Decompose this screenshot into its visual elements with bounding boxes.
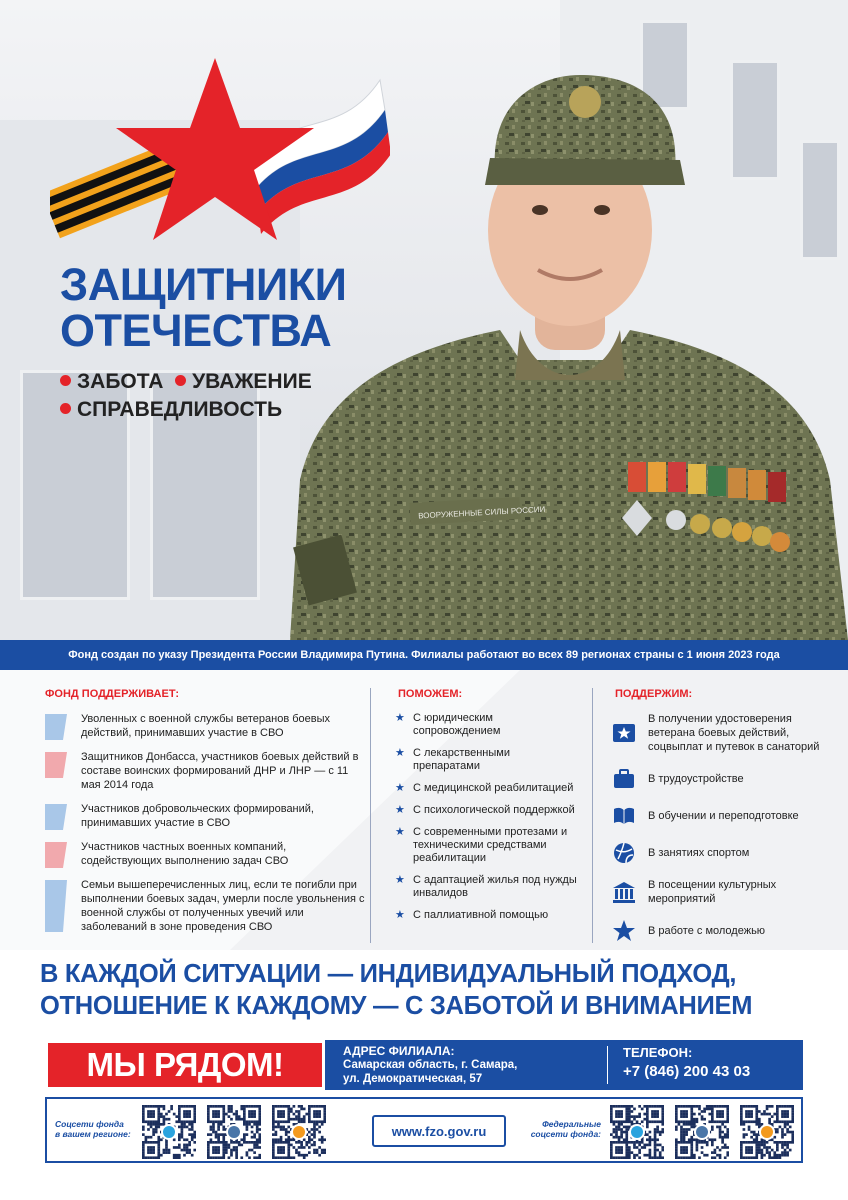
list-item <box>395 747 580 773</box>
star-bullet-icon: ★ <box>395 747 405 759</box>
social-bar <box>45 1097 803 1163</box>
qr-code-vk[interactable] <box>207 1105 261 1159</box>
caption-line: соцсети фонда: <box>530 1129 601 1139</box>
supports-list <box>45 712 365 944</box>
blue-marker-icon <box>45 880 67 932</box>
column-divider <box>592 688 593 943</box>
phone-label: ТЕЛЕФОН: <box>623 1045 693 1060</box>
website-link[interactable]: www.fzo.gov.ru <box>372 1115 506 1147</box>
list-item <box>395 826 580 865</box>
list-item-text: С адаптацией жилья под нужды инвалидов <box>413 874 577 899</box>
title-line: ЗАЩИТНИКИ <box>60 259 347 310</box>
list-item <box>612 767 822 791</box>
id-card-star-icon <box>612 721 636 745</box>
museum-icon <box>612 880 636 904</box>
qr-logo-icon <box>631 1126 643 1138</box>
list-item-text: В занятиях спортом <box>648 847 750 859</box>
list-item <box>45 840 365 868</box>
star-bullet-icon: ★ <box>395 712 405 724</box>
regional-social-caption <box>55 1119 131 1139</box>
value-item: СПРАВЕДЛИВОСТЬ <box>77 398 283 421</box>
value-item: УВАЖЕНИЕ <box>192 370 312 393</box>
list-item-text: В посещении культурных мероприятий <box>648 879 777 905</box>
slogan-line: В КАЖДОЙ СИТУАЦИИ — ИНДИВИДУАЛЬНЫЙ ПОДХОД, <box>40 960 737 988</box>
soldier-photo <box>280 60 848 640</box>
list-item-text: В получении удостоверения ветерана боевых действий, соцвыплат и путевок в санаторий <box>648 713 820 753</box>
qr-code-vk[interactable] <box>675 1105 729 1159</box>
address-label: АДРЕС ФИЛИАЛА: <box>343 1044 455 1058</box>
info-section <box>0 670 848 950</box>
briefcase-icon <box>612 767 636 791</box>
qr-logo-icon <box>293 1126 305 1138</box>
list-item-text: С медицинской реабилитацией <box>413 782 574 794</box>
list-item <box>612 919 822 943</box>
help-list <box>395 712 580 931</box>
slogan-line: ОТНОШЕНИЕ К КАЖДОМУ — С ЗАБОТОЙ И ВНИМАНИЕМ <box>40 992 753 1020</box>
caption-line: в вашем регионе: <box>55 1129 131 1139</box>
support-heading: ПОДДЕРЖИМ: <box>615 688 693 700</box>
help-heading: ПОМОЖЕМ: <box>398 688 463 700</box>
caption-line: Федеральные <box>542 1119 601 1129</box>
list-item-text: С современными протезами и техническими средствами реабилитации <box>413 826 568 864</box>
blue-marker-icon <box>45 714 67 740</box>
list-item-text: В трудоустройстве <box>648 773 744 785</box>
chest-patch-text: ВООРУЖЕННЫЕ СИЛЫ РОССИИ <box>417 504 546 521</box>
list-item-text: Участников частных военных компаний, содействующих выполнению задач СВО <box>81 841 289 867</box>
address-line: Самарская область, г. Самара, <box>343 1059 518 1071</box>
star-bullet-icon: ★ <box>395 826 405 838</box>
qr-logo-icon <box>228 1126 240 1138</box>
caption-line: Соцсети фонда <box>55 1119 124 1129</box>
supports-heading: ФОНД ПОДДЕРЖИВАЕТ: <box>45 688 180 700</box>
list-item-text: Семьи вышеперечисленных лиц, если те погибли при выполнении боевых задач, умерли после увольнения с военной службы от полученных увечий или заболеваний в зоне проведения СВО <box>81 879 365 933</box>
qr-code-ok[interactable] <box>272 1105 326 1159</box>
qr-logo-icon <box>163 1126 175 1138</box>
values-list <box>60 368 312 424</box>
motto-text: МЫ РЯДОМ! <box>86 1046 284 1083</box>
red-marker-icon <box>45 752 67 778</box>
contact-divider <box>607 1046 608 1084</box>
list-item <box>45 878 365 934</box>
contact-bar <box>45 1040 803 1090</box>
cap-badge <box>569 86 601 118</box>
open-book-icon <box>612 804 636 828</box>
ball-icon <box>612 841 636 865</box>
list-item <box>395 909 580 922</box>
value-item: ЗАБОТА <box>77 370 164 393</box>
red-marker-icon <box>45 842 67 868</box>
qr-code-telegram[interactable] <box>142 1105 196 1159</box>
column-divider <box>370 688 371 943</box>
list-item <box>395 712 580 738</box>
star-bullet-icon: ★ <box>395 909 405 921</box>
red-bullet <box>60 403 71 414</box>
slogan <box>40 958 752 1022</box>
list-item-text: С юридическим сопровождением <box>413 712 501 737</box>
branch-address <box>343 1044 517 1086</box>
list-item-text: Уволенных с военной службы ветеранов боевых действий, принимавших участие в СВО <box>81 713 330 739</box>
blue-marker-icon <box>45 804 67 830</box>
page-title <box>60 259 347 356</box>
red-bullet <box>60 375 71 386</box>
list-item <box>612 712 822 754</box>
qr-code-ok[interactable] <box>740 1105 794 1159</box>
list-item <box>395 782 580 795</box>
list-item-text: С лекарственными препаратами <box>413 747 510 772</box>
list-item-text: С паллиативной помощью <box>413 909 549 921</box>
title-line: ОТЕЧЕСТВА <box>60 305 332 356</box>
support-list <box>612 712 822 956</box>
qr-logo-icon <box>696 1126 708 1138</box>
list-item-text: В работе с молодежью <box>648 925 766 937</box>
star-bullet-icon: ★ <box>395 804 405 816</box>
list-item-text: Защитников Донбасса, участников боевых действий в составе воинских формирований ДНР и ЛНР — с 11 мая 2014 года <box>81 751 359 791</box>
red-bullet <box>175 375 186 386</box>
list-item <box>612 841 822 865</box>
motto-box <box>45 1040 325 1090</box>
list-item <box>45 802 365 830</box>
list-item-text: С психологической поддержкой <box>413 804 575 816</box>
list-item-text: В обучении и переподготовке <box>648 810 799 822</box>
star-icon <box>612 919 636 943</box>
list-item <box>612 804 822 828</box>
phone-block <box>623 1045 750 1080</box>
list-item <box>395 804 580 817</box>
decree-banner: Фонд создан по указу Президента России Владимира Путина. Филиалы работают во всех 89 регионах страны с 1 июня 2023 года <box>0 640 848 670</box>
federal-social-caption <box>529 1119 601 1139</box>
list-item <box>395 874 580 900</box>
star-bullet-icon: ★ <box>395 874 405 886</box>
star-bullet-icon: ★ <box>395 782 405 794</box>
qr-logo-icon <box>761 1126 773 1138</box>
list-item <box>612 878 822 906</box>
qr-code-telegram[interactable] <box>610 1105 664 1159</box>
address-line: ул. Демократическая, 57 <box>343 1073 483 1085</box>
phone-number[interactable]: +7 (846) 200 43 03 <box>623 1063 751 1080</box>
list-item <box>45 750 365 792</box>
list-item-text: Участников добровольческих формирований, принимавших участие в СВО <box>81 803 314 829</box>
list-item <box>45 712 365 740</box>
